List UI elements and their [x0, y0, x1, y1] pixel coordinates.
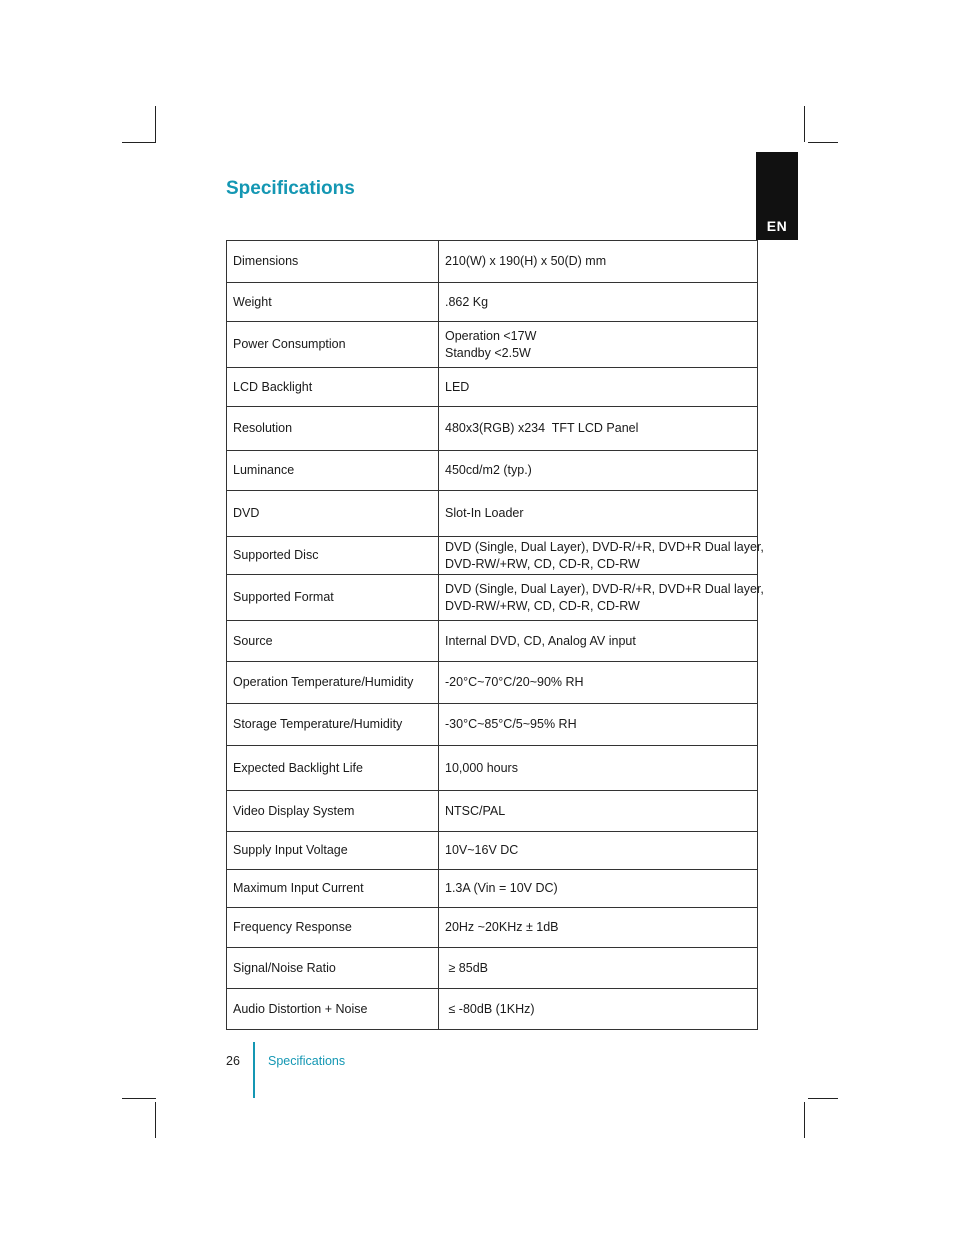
- spec-label: Maximum Input Current: [227, 870, 439, 908]
- footer-section-title: Specifications: [268, 1054, 346, 1068]
- spec-label: Expected Backlight Life: [227, 746, 439, 791]
- language-tab: EN: [756, 152, 798, 240]
- spec-label: Resolution: [227, 407, 439, 451]
- spec-label: Storage Temperature/Humidity: [227, 704, 439, 746]
- spec-row: [227, 832, 758, 870]
- spec-value: [439, 241, 758, 283]
- spec-label: Frequency Response: [227, 908, 439, 948]
- spec-value-line: Internal DVD, CD, Analog AV input: [445, 633, 636, 648]
- spec-value: [439, 662, 758, 704]
- spec-row: [227, 241, 758, 283]
- spec-row: [227, 908, 758, 948]
- spec-row: [227, 704, 758, 746]
- spec-value: [439, 746, 758, 791]
- spec-value: [439, 407, 758, 451]
- spec-label: Supply Input Voltage: [227, 832, 439, 870]
- spec-label: Weight: [227, 283, 439, 322]
- spec-value: [439, 283, 758, 322]
- spec-row: [227, 407, 758, 451]
- page-number: 26: [226, 1054, 240, 1068]
- spec-row: [227, 989, 758, 1030]
- spec-row: [227, 368, 758, 407]
- spec-value-line: -30°C~85°C/5~95% RH: [445, 717, 577, 731]
- spec-label: Luminance: [227, 451, 439, 491]
- spec-row: [227, 491, 758, 537]
- spec-label: Signal/Noise Ratio: [227, 948, 439, 989]
- spec-value: [439, 368, 758, 407]
- spec-value: [439, 870, 758, 908]
- spec-label: LCD Backlight: [227, 368, 439, 407]
- spec-value: [439, 322, 758, 368]
- spec-value: [439, 575, 764, 621]
- spec-value: [439, 537, 764, 575]
- spec-value-line: Standby <2.5W: [445, 345, 531, 360]
- spec-row: [227, 537, 758, 575]
- spec-label: DVD: [227, 491, 439, 537]
- crop-mark: [122, 1098, 156, 1099]
- spec-value-line: 10,000 hours: [445, 760, 518, 775]
- spec-value-line: ≤ -80dB (1KHz): [445, 1001, 535, 1016]
- spec-value-line: 480x3(RGB) x234 TFT LCD Panel: [445, 421, 639, 435]
- spec-label: Power Consumption: [227, 322, 439, 368]
- crop-mark: [804, 106, 805, 142]
- spec-row: [227, 870, 758, 908]
- spec-value-line: DVD (Single, Dual Layer), DVD-R/+R, DVD+R Dual layer,: [445, 539, 764, 554]
- spec-value: [439, 948, 758, 989]
- spec-label: Supported Format: [227, 575, 439, 621]
- spec-value-line: 210(W) x 190(H) x 50(D) mm: [445, 254, 607, 268]
- spec-value: [439, 621, 758, 662]
- spec-label: Dimensions: [227, 241, 439, 283]
- footer-divider: [253, 1042, 255, 1098]
- spec-value-line: -20°C~70°C/20~90% RH: [445, 675, 584, 689]
- page-title: Specifications: [226, 178, 355, 199]
- spec-row: [227, 283, 758, 322]
- spec-label: Operation Temperature/Humidity: [227, 662, 439, 704]
- crop-mark: [155, 106, 156, 142]
- crop-mark: [804, 1102, 805, 1138]
- spec-label: Source: [227, 621, 439, 662]
- spec-value: [439, 491, 758, 537]
- spec-value: [439, 908, 758, 948]
- spec-value-line: NTSC/PAL: [445, 803, 506, 818]
- spec-value-line: DVD-RW/+RW, CD, CD-R, CD-RW: [445, 556, 640, 571]
- spec-label: Supported Disc: [227, 537, 439, 575]
- spec-value: [439, 451, 758, 491]
- spec-label: Audio Distortion + Noise: [227, 989, 439, 1030]
- spec-value-line: LED: [445, 379, 470, 394]
- spec-value-line: 10V~16V DC: [445, 843, 519, 857]
- spec-value-line: Operation <17W: [445, 328, 537, 343]
- spec-value: [439, 832, 758, 870]
- spec-row: [227, 575, 758, 621]
- spec-value-line: 1.3A (Vin = 10V DC): [445, 881, 558, 895]
- spec-value-line: .862 Kg: [445, 294, 489, 309]
- crop-mark: [808, 1098, 838, 1099]
- spec-row: [227, 746, 758, 791]
- spec-value-line: ≥ 85dB: [445, 960, 488, 975]
- spec-value-line: 20Hz ~20KHz ± 1dB: [445, 920, 559, 934]
- spec-value-line: DVD (Single, Dual Layer), DVD-R/+R, DVD+R Dual layer,: [445, 581, 764, 596]
- spec-row: [227, 791, 758, 832]
- crop-mark: [808, 142, 838, 143]
- spec-row: [227, 621, 758, 662]
- spec-value-line: DVD-RW/+RW, CD, CD-R, CD-RW: [445, 598, 640, 613]
- specifications-table: [226, 240, 764, 1030]
- spec-row: [227, 662, 758, 704]
- spec-value-line: Slot-In Loader: [445, 506, 524, 520]
- crop-mark: [122, 142, 156, 143]
- spec-value-line: 450cd/m2 (typ.): [445, 463, 532, 477]
- spec-value: [439, 704, 758, 746]
- spec-value: [439, 989, 758, 1030]
- spec-row: [227, 322, 758, 368]
- crop-mark: [155, 1102, 156, 1138]
- spec-label: Video Display System: [227, 791, 439, 832]
- spec-row: [227, 948, 758, 989]
- spec-row: [227, 451, 758, 491]
- spec-value: [439, 791, 758, 832]
